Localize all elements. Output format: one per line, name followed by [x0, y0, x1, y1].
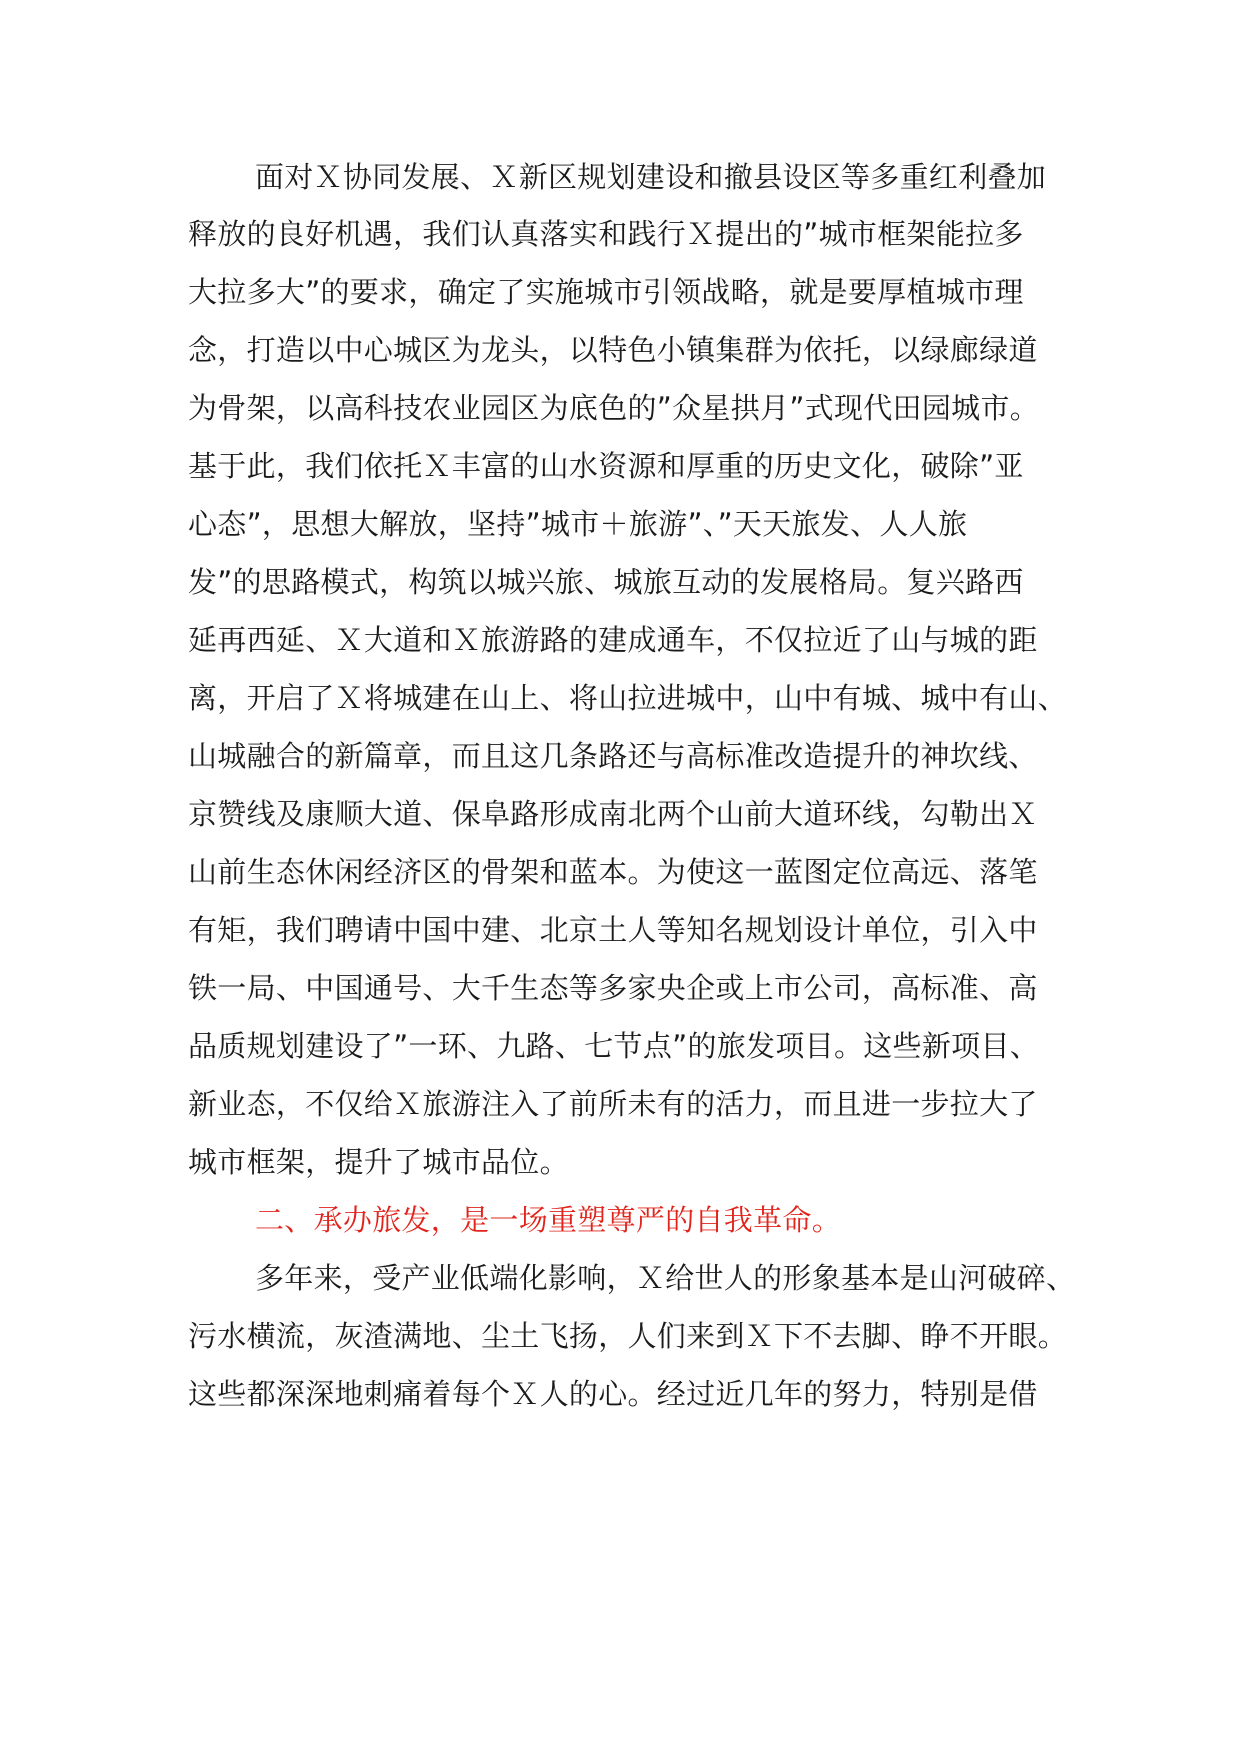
paragraph-1-line-2: 释放的良好机遇，我们认真落实和践行Ｘ提出的”城市框架能拉多 — [188, 217, 1024, 251]
paragraph-1-line-17: 新业态，不仅给Ｘ旅游注入了前所未有的活力，而且进一步拉大了 — [188, 1087, 1038, 1121]
paragraph-1-line-13: 山前生态休闲经济区的骨架和蓝本。为使这一蓝图定位高远、落笔 — [188, 855, 1038, 889]
paragraph-1-line-8: 发”的思路模式，构筑以城兴旅、城旅互动的发展格局。复兴路西 — [188, 565, 1024, 599]
paragraph-1-line-3: 大拉多大”的要求，确定了实施城市引领战略，就是要厚植城市理 — [188, 275, 1024, 309]
paragraph-2-line-2: 污水横流，灰渣满地、尘土飞扬，人们来到Ｘ下不去脚、睁不开眼。 — [188, 1319, 1068, 1353]
paragraph-1-line-7: 心态”，思想大解放，坚持”城市＋旅游”、”天天旅发、人人旅 — [188, 507, 968, 541]
paragraph-1-line-5: 为骨架，以高科技农业园区为底色的”众星拱月”式现代田园城市。 — [188, 391, 1040, 425]
paragraph-1-line-11: 山城融合的新篇章，而且这几条路还与高标准改造提升的神坎线、 — [188, 739, 1038, 773]
paragraph-1-line-10: 离，开启了Ｘ将城建在山上、将山拉进城中，山中有城、城中有山、 — [188, 681, 1068, 715]
paragraph-2-line-3: 这些都深深地刺痛着每个Ｘ人的心。经过近几年的努力，特别是借 — [188, 1377, 1038, 1411]
paragraph-2-line-1: 多年来，受产业低端化影响，Ｘ给世人的形象基本是山河破碎、 — [255, 1261, 1076, 1295]
paragraph-1-line-14: 有矩，我们聘请中国中建、北京土人等知名规划设计单位，引入中 — [188, 913, 1038, 947]
paragraph-1-line-12: 京赞线及康顺大道、保阜路形成南北两个山前大道环线，勾勒出Ｘ — [188, 797, 1038, 831]
paragraph-1-line-9: 延再西延、Ｘ大道和Ｘ旅游路的建成通车，不仅拉近了山与城的距 — [188, 623, 1038, 657]
paragraph-1-line-4: 念，打造以中心城区为龙头，以特色小镇集群为依托，以绿廊绿道 — [188, 333, 1038, 367]
paragraph-1-line-15: 铁一局、中国通号、大千生态等多家央企或上市公司，高标准、高 — [188, 971, 1038, 1005]
paragraph-1-line-16: 品质规划建设了”一环、九路、七节点”的旅发项目。这些新项目、 — [188, 1029, 1040, 1063]
paragraph-1-line-18: 城市框架，提升了城市品位。 — [188, 1145, 569, 1179]
paragraph-1-line-1: 面对Ｘ协同发展、Ｘ新区规划建设和撤县设区等多重红利叠加 — [255, 160, 1047, 194]
section-heading: 二、承办旅发，是一场重塑尊严的自我革命。 — [255, 1203, 842, 1237]
paragraph-1-line-6: 基于此，我们依托Ｘ丰富的山水资源和厚重的历史文化，破除”亚 — [188, 449, 1024, 483]
